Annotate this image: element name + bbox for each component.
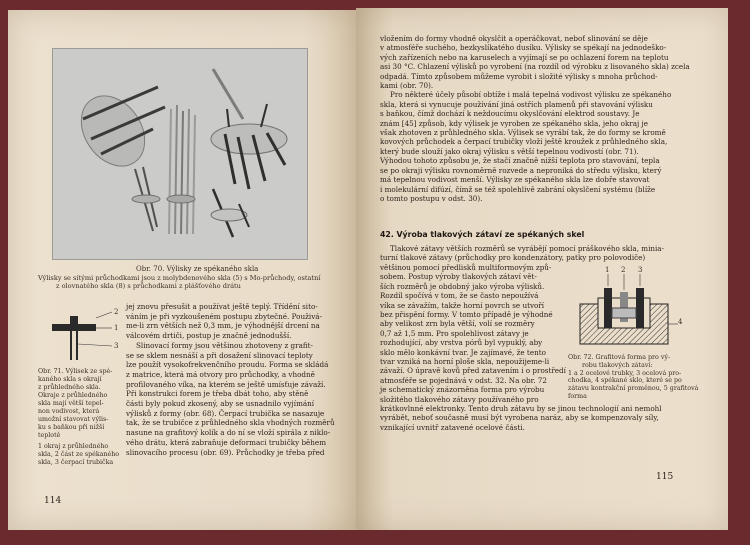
- caption-line: non vodivost, která: [38, 408, 100, 415]
- text-line: Slinovací formy jsou většinou zhotoveny z grafit-: [136, 340, 313, 350]
- text-line: turní tlakové zátavy (průchodky pro kondenzátory, patky pro polovodiče): [380, 253, 646, 263]
- text-line: Rozdíl spočívá v tom, že se často nepoužívá: [380, 291, 539, 301]
- text-line: vznikající uvnitř zatavené ocelové části.: [380, 422, 525, 432]
- figure-71-caption: [38, 368, 122, 467]
- legend-line: skla, 3 čerpací trubička: [38, 459, 114, 466]
- text-line: profilovaného víka, na kterém se ještě umísťuje závaží.: [126, 379, 326, 389]
- text-line: složitého tlakového zátavy používaného pro: [380, 394, 539, 404]
- text-line: Tlakové zátavy větších rozměrů se vyrábějí pomocí práškového skla, minia-: [390, 244, 665, 253]
- caption-line: Obr. 71. Výlisek ze spé-: [38, 368, 113, 375]
- text-line: Pro některé účely působí obtíže i malá tepelná vodivost výlisku ze spékaného: [390, 90, 672, 100]
- text-line: se se sklem nesnáší a při dosažení slinovací teploty: [126, 350, 313, 360]
- figure-72-diagram: [574, 268, 684, 354]
- left-body-text: [126, 302, 348, 457]
- text-line: části byly pokud zkosený, aby se usnadnilo vyjímání: [126, 399, 315, 409]
- text-line: ších rozměrů je obdobný jako výroba výlisků.: [380, 281, 545, 291]
- text-line: o tomto postupu v odst. 30).: [380, 193, 483, 203]
- text-line: me-li zrn větších než 0,3 mm, je výhodnější drcení na: [126, 321, 320, 331]
- caption-line: z průhledného skla.: [38, 384, 101, 391]
- figure-72-label: 1: [605, 266, 610, 274]
- text-line: asi 30 °C. Chlazení výlisků po vyrobení (na rozdíl od výrobku z lisovaného skla) zcela: [380, 62, 690, 72]
- page-number-left: 114: [44, 496, 62, 506]
- caption-line: forma: [568, 392, 587, 400]
- text-line: i molekulární difúzí, čímž se též spolehlivě zabrání okyslčení systému (blíže: [380, 184, 656, 194]
- text-line: je schematický znázorněna forma pro výrobu: [380, 385, 545, 395]
- figure-70-caption: [38, 274, 338, 290]
- caption-line: teplotě: [38, 432, 61, 439]
- caption-line: umožní stavovat výlis-: [38, 416, 109, 423]
- text-line: závaží. O úpravě kovů před zatavením i o prostředí: [380, 366, 566, 376]
- text-line: sklo mělo konkávní tvar. Je zajímavé, že tento: [380, 347, 546, 357]
- figure-71-label: 3: [114, 342, 119, 350]
- text-line: lze použít vysokofrekvenčního proudu. Forma se skládá: [126, 360, 329, 370]
- graphite-mold-icon: [574, 268, 684, 354]
- text-line: bez přispění formy. V tomto případě je výhodné: [380, 310, 553, 320]
- text-line: vyrábět, neboť současně musí být vyrobena naráz, aby se kompenzovaly síly,: [380, 413, 659, 423]
- text-line: výlisků z formy (obr. 68). Čerpací trubička se nasazuje: [126, 408, 325, 418]
- text-line: skla, která si vynucuje používání jiná ostřích plamenů při stavování výlisku: [380, 99, 653, 109]
- section-text-narrow: [380, 263, 572, 404]
- text-line: vložením do formy vhodně okyslčit a operáčkovat, neboť slinování se děje: [380, 34, 648, 43]
- caption-line: kaného skla s okrají: [38, 376, 102, 383]
- text-line: vých zařízeních nebo na karuselech a vyjímají se po ochlazení forem na teplotu: [380, 52, 669, 62]
- right-page: [356, 8, 728, 530]
- text-line: válcovém drtiči, postup je značně jednodušší.: [126, 331, 292, 341]
- figure-71-label: 2: [114, 308, 119, 316]
- text-line: který bude slouží jako okraj výlisku s větší tepelnou vodivostí (obr. 71).: [380, 146, 639, 156]
- text-line: se po okraji výlisku rovnoměrně rozvede a neproniká do středu výlisku, který: [380, 165, 662, 175]
- text-line: rozhodující, aby vrstva pórů byl vypuklý, aby: [380, 338, 543, 348]
- text-line: krátkovlnné elektronky. Tento druh zátavu by se jinou technologií ani nemohl: [380, 404, 662, 413]
- caption-line: z olovnatého skla (8) s průchodkami z plášťového drátu: [56, 282, 241, 290]
- text-line: odpadá. Tímto způsobem můžeme vyrobit i složité výlisky s mnoha průchod-: [380, 71, 658, 81]
- text-line: kovových průchodek a čerpací trubičky vloží ještě kroužek z průhledného skla,: [380, 137, 668, 147]
- text-line: s baňkou, čímž dochází k neždoucímu okyslčování elektrod soustavy. Je: [380, 109, 640, 119]
- figure-70-title: Obr. 70. Výlisky ze spékaného skla: [136, 265, 259, 273]
- left-page: [8, 10, 356, 530]
- section-text-wide: [380, 244, 716, 263]
- figure-71-diagram: [38, 306, 120, 364]
- caption-line: robu tlakových zátaví:: [582, 361, 653, 369]
- text-line: však zhotoven z průhledného skla. Výlisek se vyrábí tak, že do formy se kromě: [380, 128, 666, 138]
- text-line: většinou pomocí předlisků multiformovým způ-: [380, 263, 552, 272]
- caption-line: 1 a 2 ocelové trubky, 3 ocelová pro-: [568, 369, 682, 377]
- text-line: aby velikost zrn byla větší, volí se rozměry: [380, 319, 535, 329]
- text-line: tvar vzniká na horní ploše skla, nepoužijeme-li: [380, 357, 550, 367]
- caption-line: Obr. 72. Grafitová forma pro vý-: [568, 354, 671, 361]
- figure-70-photo: [52, 48, 308, 260]
- text-line: atmosféře se pojednává v odst. 32. Na obr. 72: [380, 375, 547, 385]
- text-line: kami (obr. 70).: [380, 81, 434, 91]
- legend-line: 1 okraj z průhledného: [38, 443, 109, 450]
- text-line: sobem. Postup výroby tlakových zátaví vět-: [380, 272, 537, 282]
- figure-72-label: 2: [621, 266, 626, 274]
- section-heading: 42. Výroba tlakových zátaví ze spékaných skel: [380, 230, 585, 239]
- text-line: Výhodou tohoto způsobu je, že stačí značně nižší teplota pro stavování, tepla: [380, 156, 660, 166]
- text-line: nasune na grafitový kolík a do ní se vloží spirála z niklo-: [126, 428, 331, 438]
- glass-pressings-image: [53, 49, 307, 259]
- caption-line: chodka, 4 spékané sklo, které se po: [568, 377, 682, 385]
- text-line: v atmosféře suchého, bezkyslíkatého dusíku. Výlisky se spékají na jednodeško-: [380, 43, 667, 53]
- text-line: víka se závažím, takže horní povrch se utvoří: [380, 300, 545, 310]
- figure-72-label: 4: [678, 318, 683, 326]
- text-line: jej znovu přesušit a používat ještě teplý. Třídění sito-: [126, 302, 318, 311]
- caption-line: Výlisky se sítými průchodkami jsou z molybdenového skla (5) s Mo-průchody, ostatní: [38, 274, 321, 282]
- text-line: váním je při vyzkoušeném postupu zbytečné. Použivá-: [126, 311, 322, 321]
- text-line: tak, že se trubičce z průhledného skla vhodných rozměrů: [126, 418, 335, 428]
- text-line: 0,7 až 1,5 mm. Pro spolehlivost zátavy je: [380, 328, 529, 338]
- text-line: z matrice, která má otvory pro průchodky, a vhodně: [126, 369, 315, 379]
- text-line: má tepelnou vodivost menší. Výlisky ze spékaného skla lze dobře stavovat: [380, 175, 650, 185]
- text-line: vého drátu, která zabraňuje deformaci trubičky během: [126, 437, 327, 447]
- text-line: Při konstrukci forem je třeba dbát toho, aby stěně: [126, 389, 309, 399]
- caption-line: zátavu kontrakční proměnou, 5 grafitová: [568, 385, 699, 393]
- text-line: znám [45] způsob, kdy výlisek je vyroben ze spékaného skla, jeho okraj je: [380, 118, 649, 128]
- figure-72-caption: [568, 354, 708, 401]
- figure-72-label: 3: [638, 266, 643, 274]
- caption-line: ku s baňkou při nižší: [38, 424, 105, 431]
- figure-71-label: 1: [114, 324, 119, 332]
- section-text-bottom: [380, 404, 716, 432]
- right-top-text: [380, 34, 716, 203]
- text-line: slinovacího procesu (obr. 69). Průchodky je třeba před: [126, 447, 325, 457]
- page-number-right: 115: [656, 472, 674, 482]
- caption-line: skla mají větší tepel-: [38, 400, 104, 407]
- pressing-cross-section-icon: [38, 306, 120, 364]
- legend-line: skla, 2 část ze spékaného: [38, 451, 120, 458]
- caption-line: Okraje z průhledného: [38, 392, 108, 399]
